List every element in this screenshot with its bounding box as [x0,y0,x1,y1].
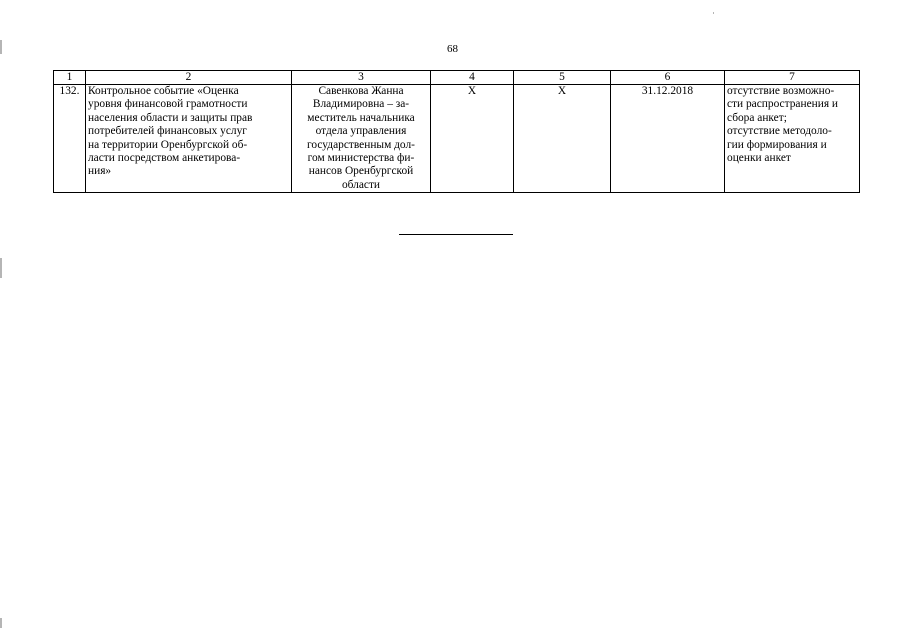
control-event-line: уровня финансовой грамотности [88,98,248,111]
control-event-line: на территории Оренбургской об- [88,138,248,151]
responsible-line: отдела управления [315,125,407,138]
column-header-4: 4 [431,71,514,85]
column-header-5: 5 [514,71,611,85]
scan-edge-mark [713,12,714,14]
page-number: 68 [447,43,458,55]
plan-table [53,70,860,193]
scan-edge-mark [0,40,2,54]
risk-line: сти распространения и [727,98,839,111]
risk-line: сбора анкет; [727,111,787,124]
section-end-rule [399,234,513,235]
column-4-cell: Х [431,85,514,193]
risk-line: отсутствие методоло- [727,125,832,138]
risk-line: гии формирования и [727,138,827,151]
control-event-line: Контрольное событие «Оценка [88,85,239,97]
responsible-line: меститель начальника [307,111,415,124]
responsible-line: государственным дол- [307,138,415,151]
responsible-line: области [341,178,381,191]
deadline-date-cell: 31.12.2018 [611,85,725,193]
column-header-2: 2 [86,71,292,85]
table-row [54,85,860,193]
responsible-line: Владимировна – за- [312,98,410,111]
column-header-3: 3 [292,71,431,85]
risk-line: оценки анкет [727,152,791,165]
row-number-cell: 132. [54,85,86,193]
responsible-person-cell [292,85,431,193]
control-event-line: потребителей финансовых услуг [88,125,247,138]
column-header-6: 6 [611,71,725,85]
control-event-cell [86,85,292,193]
column-5-cell: Х [514,85,611,193]
responsible-line: гом министерства фи- [307,152,415,165]
responsible-line: Савенкова Жанна [318,85,404,97]
risk-description-cell [725,85,860,193]
control-event-line: ласти посредством анкетирова- [88,152,241,165]
scan-edge-mark [0,258,2,278]
responsible-line: нансов Оренбургской [308,165,414,178]
column-header-1: 1 [54,71,86,85]
control-event-line: населения области и защиты прав [88,111,253,124]
risk-line: отсутствие возможно- [727,85,835,97]
control-event-line: ния» [88,165,112,178]
scan-edge-mark [0,618,2,628]
column-header-7: 7 [725,71,860,85]
table-header-row [54,71,860,85]
